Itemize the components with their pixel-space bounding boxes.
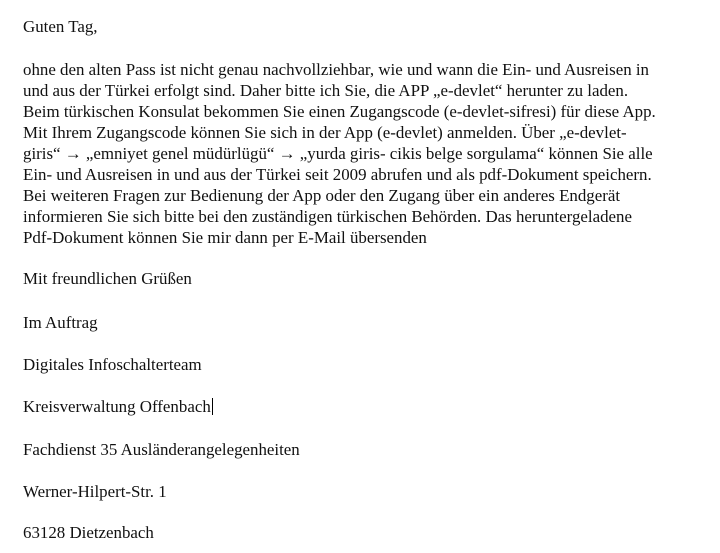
signature-office: Kreisverwaltung Offenbach — [23, 397, 211, 416]
body-line: ohne den alten Pass ist nicht genau nachvollziehbar, wie und wann die Ein- und Ausreisen in — [23, 60, 649, 79]
address-street: Werner-Hilpert-Str. 1 — [23, 482, 167, 501]
signature-office-line — [23, 396, 213, 417]
greeting: Guten Tag, — [23, 17, 98, 36]
closing: Mit freundlichen Grüßen — [23, 269, 192, 288]
text-cursor — [212, 398, 213, 415]
body-line: und aus der Türkei erfolgt sind. Daher bitte ich Sie, die APP „e-devlet“ herunter zu laden. — [23, 81, 629, 100]
body-line: Ein- und Ausreisen in und aus der Türkei seit 2009 abrufen und als pdf-Dokument speichern. — [23, 165, 652, 184]
body-line: Beim türkischen Konsulat bekommen Sie einen Zugangscode (e-devlet-sifresi) für diese App. — [23, 102, 656, 121]
body-line: Bei weiteren Fragen zur Bedienung der App oder den Zugang über ein anderes Endgerät — [23, 186, 621, 205]
body-line: Pdf-Dokument können Sie mir dann per E-Mail übersenden — [23, 228, 427, 247]
body-line: Mit Ihrem Zugangscode können Sie sich in der App (e-devlet) anmelden. Über „e-devlet- — [23, 123, 627, 142]
signature-on-behalf: Im Auftrag — [23, 313, 98, 332]
address-city: 63128 Dietzenbach — [23, 523, 154, 542]
body-line: giris“ → „emniyet genel müdürlügü“ → „yurda giris- cikis belge sorgulama“ können Sie alle — [23, 144, 653, 163]
body-line: informieren Sie sich bitte bei den zuständigen türkischen Behörden. Das heruntergeladene — [23, 207, 632, 226]
signature-team: Digitales Infoschalterteam — [23, 355, 202, 374]
signature-department: Fachdienst 35 Ausländerangelegenheiten — [23, 440, 300, 459]
